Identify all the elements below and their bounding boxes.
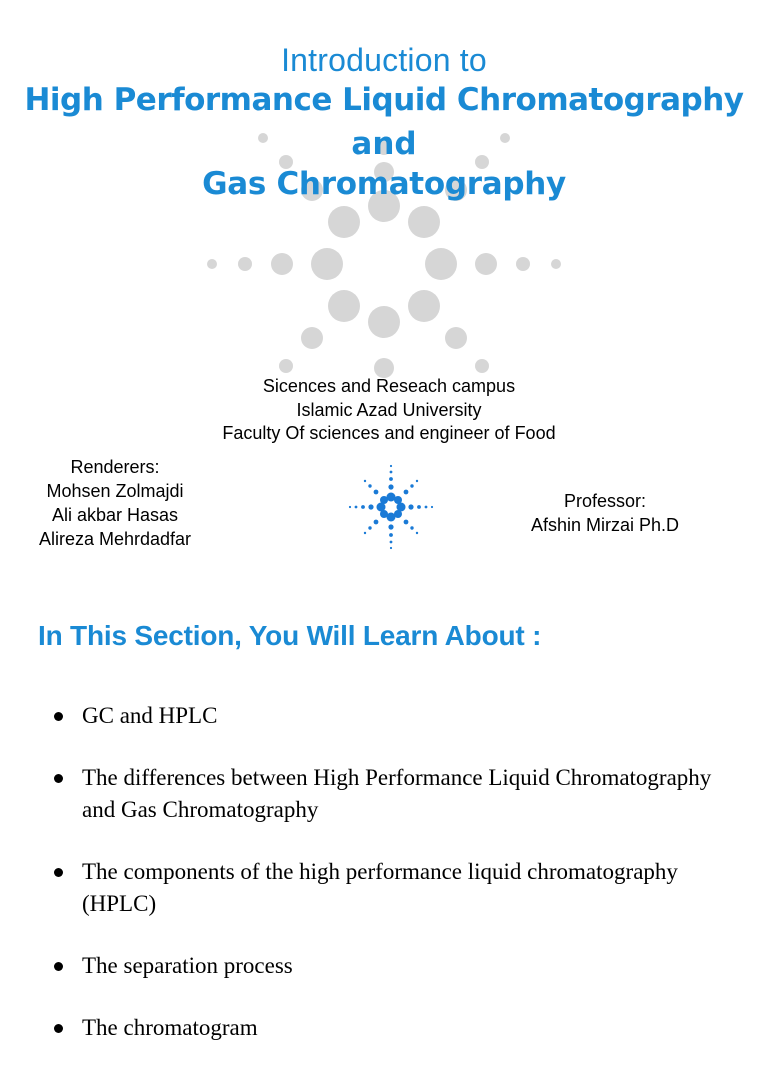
professor-name: Afshin Mirzai Ph.D [530, 515, 680, 535]
renderers-heading: Renderers: [70, 457, 160, 477]
renderer-name: Alireza Mehrdadfar [38, 529, 192, 549]
renderers-block [20, 455, 210, 551]
bullet-icon [54, 962, 63, 971]
bullet-icon [54, 774, 63, 783]
renderer-name: Ali akbar Hasas [51, 505, 179, 525]
list-item [0, 700, 768, 732]
list-item-text: GC and HPLC [82, 703, 218, 728]
bullet-icon [54, 1024, 63, 1033]
agilent-spark-logo-icon [346, 462, 436, 552]
professor-block [500, 489, 710, 537]
list-item-text: The chromatogram [82, 1015, 258, 1040]
list-item [0, 950, 768, 982]
learning-bullet-list [0, 700, 768, 1074]
affiliation-block [0, 375, 778, 446]
title-line-1: Introduction to [281, 42, 487, 78]
list-item [0, 856, 768, 920]
title-line-2: High Performance Liquid Chromatography [24, 82, 744, 118]
renderer-name: Mohsen Zolmajdi [46, 481, 184, 501]
title-line-4: Gas Chromatography [202, 166, 566, 202]
title-line-3: and [351, 126, 417, 162]
list-item-text: The separation process [82, 953, 293, 978]
list-item [0, 1012, 768, 1044]
list-item-text: The components of the high performance liquid chromatography (HPLC) [82, 859, 678, 916]
affiliation-line-1: Sicences and Reseach campus [262, 376, 516, 396]
list-item [0, 762, 768, 826]
section-heading: In This Section, You Will Learn About : [38, 620, 542, 651]
list-item-text: The differences between High Performance Liquid Chromatography and Gas Chromatography [82, 765, 712, 822]
affiliation-line-2: Islamic Azad University [296, 399, 482, 420]
bullet-icon [54, 868, 63, 877]
professor-heading: Professor: [563, 491, 647, 511]
affiliation-line-3: Faculty Of sciences and engineer of Food [222, 423, 556, 443]
bullet-icon [54, 712, 63, 721]
